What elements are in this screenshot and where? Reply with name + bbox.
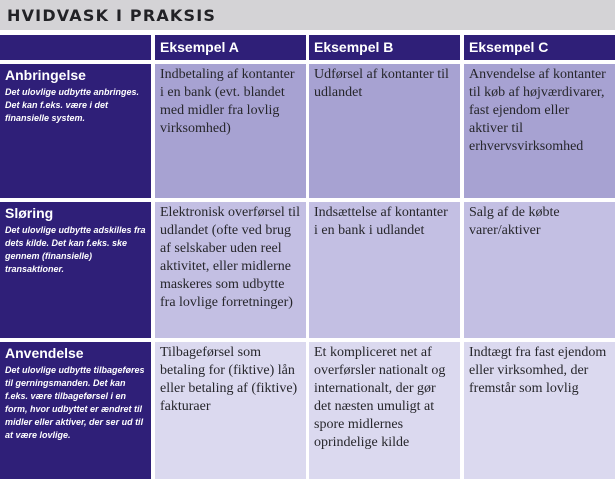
cell-anbringelse-a: Indbetaling af kontanter i en bank (evt. blandet med midler fra lovlig virksomhed) <box>155 64 306 198</box>
row-header-anbringelse <box>0 64 151 198</box>
cell-anvendelse-c: Indtægt fra fast ejendom eller virksomhed, der fremstår som lovlig <box>464 342 615 479</box>
cell-sloring-a: Elektronisk overførsel til udlandet (ofte ved brug af selskaber uden reel aktivitet, eller midlerne maskeres som udbytte fra lovlige forretninger) <box>155 202 306 338</box>
column-header-c: Eksempel C <box>464 35 615 60</box>
cell-sloring-c: Salg af de købte varer/aktiver <box>464 202 615 338</box>
row-title: Anvendelse <box>5 345 84 361</box>
row-header-sloring <box>0 202 151 338</box>
header-corner <box>0 35 151 60</box>
page-title: HVIDVASK I PRAKSIS <box>7 5 217 25</box>
row-description: Det ulovlige udbytte anbringes. Det kan f.eks. være i det finansielle system. <box>5 87 140 123</box>
cell-anbringelse-c: Anvendelse af kontanter til køb af højværdivarer, fast ejendom eller aktiver til erhvervsvirksomhed <box>464 64 615 198</box>
column-header-b: Eksempel B <box>309 35 460 60</box>
cell-anvendelse-a: Tilbageførsel som betaling for (fiktive) lån eller betaling af (fiktive) fakturaer <box>155 342 306 479</box>
row-title: Sløring <box>5 205 54 221</box>
column-header-a: Eksempel A <box>155 35 306 60</box>
row-description: Det ulovlige udbytte adskilles fra dets kilde. Det kan f.eks. ske gennem (finansielle) transaktioner. <box>5 225 146 274</box>
row-title: Anbringelse <box>5 67 86 83</box>
row-description: Det ulovlige udbytte tilbageføres til gerningsmanden. Det kan f.eks. være tilbageførsel i en form, hvor udbyttet er ændret til midler eller aktiver, der ser ud til at være lovlige. <box>5 365 145 440</box>
cell-anvendelse-b: Et kompliceret net af overførsler nationalt og internationalt, der gør det næsten umuligt at spore midlernes oprindelige kilde <box>309 342 460 479</box>
cell-sloring-b: Indsættelse af kontanter i en bank i udlandet <box>309 202 460 338</box>
title-bar <box>0 0 615 30</box>
row-header-anvendelse <box>0 342 151 479</box>
cell-anbringelse-b: Udførsel af kontanter til udlandet <box>309 64 460 198</box>
